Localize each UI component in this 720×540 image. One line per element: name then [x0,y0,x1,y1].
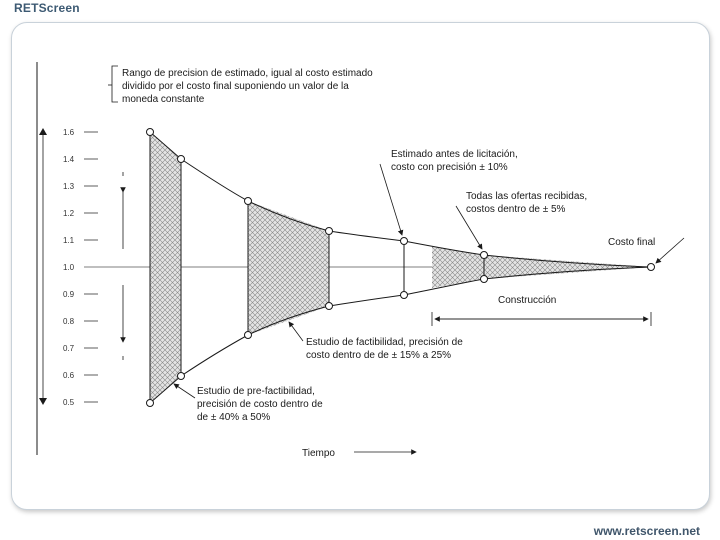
y-tick-label: 1.4 [63,155,75,164]
retscreen-logo: RETScreen [14,1,80,15]
y-tick-label: 0.7 [63,344,75,353]
y-tick-label: 1.3 [63,182,75,191]
feasibility-pointer [289,322,303,341]
y-tick-label: 1.0 [63,263,75,272]
website-url: www.retscreen.net [593,524,700,538]
time-axis-label: Tiempo [302,448,335,459]
prefeasibility-hatch [150,132,181,403]
range-note-bracket [108,66,118,102]
y-tick-label: 1.1 [63,236,75,245]
bid-estimate-line-1: Estimado antes de licitación, [391,149,518,160]
bid-estimate-line-2: costo con precisión ± 10% [391,162,508,173]
prefeasibility-line-1: Estudio de pre-factibilidad, [197,386,315,397]
range-note-line-1: Rango de precision de estimado, igual al costo estimado [122,68,373,79]
prefeasibility-line-3: de ± 40% a 50% [197,412,271,423]
bid-estimate-pointer [380,164,402,235]
all-bids-line-2: costos dentro de ± 5% [466,204,566,215]
range-note-line-3: moneda constante [122,94,205,105]
y-tick-label: 0.5 [63,398,75,407]
y-tick-label: 1.6 [63,128,75,137]
y-tick-label: 1.2 [63,209,75,218]
y-tick-label: 0.8 [63,317,75,326]
final-cost-label: Costo final [608,237,656,248]
construction-span-arrow-icon [432,312,651,326]
range-note-line-2: dividido por el costo final suponiendo un valor de la [122,81,349,92]
y-tick-label: 0.9 [63,290,75,299]
funnel-lower-curve [150,267,651,403]
y-tick-label: 0.6 [63,371,75,380]
y-axis-arrow-icon [39,128,47,405]
feasibility-line-2: costo dentro de de ± 15% a 25% [306,350,452,361]
feasibility-hatch [248,201,329,335]
all-bids-line-1: Todas las ofertas recibidas, [466,191,588,202]
final-cost-pointer [656,238,684,263]
feasibility-line-1: Estudio de factibilidad, precisión de [306,337,463,348]
prefeasibility-pointer [174,384,195,398]
prefeasibility-line-2: precisión de costo dentro de [197,399,323,410]
construction-label: Construcción [498,295,557,306]
